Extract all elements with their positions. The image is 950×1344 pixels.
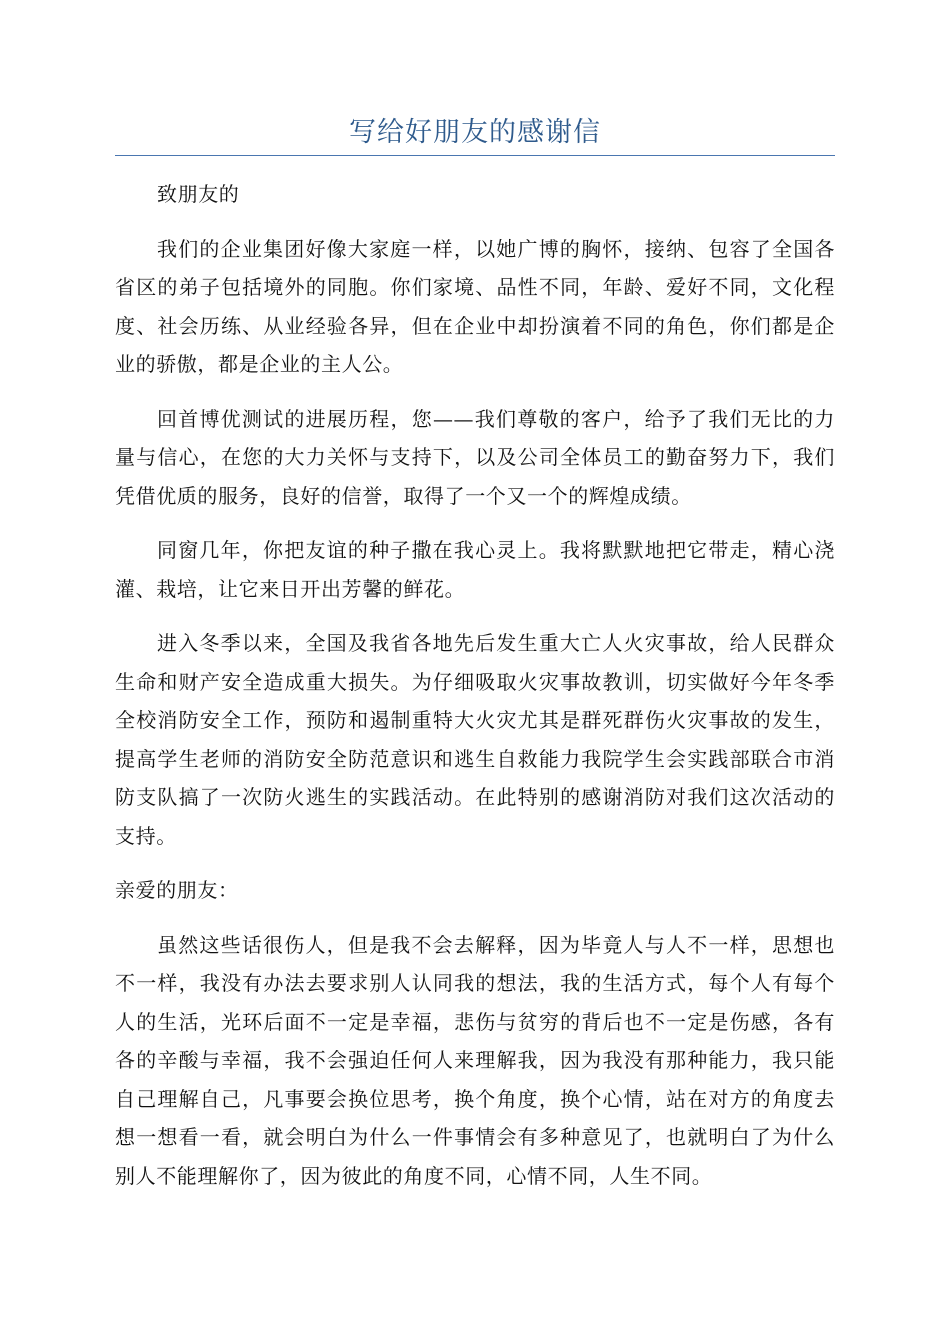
document-title: 写给好朋友的感谢信 <box>349 117 601 148</box>
document-body <box>115 175 835 1211</box>
paragraph-fire-safety: 进入冬季以来，全国及我省各地先后发生重大亡人火灾事故，给人民群众生命和财产安全造成重大损失。为仔细吸取火灾事故教训，切实做好今年冬季全校消防安全工作，预防和遏制重特大火灾尤其是群死群伤火灾事故的发生，提高学生老师的消防安全防范意识和逃生自救能力我院学生会实践部联合市消防支队搞了一次防火逃生的实践活动。在此特别的感谢消防对我们这次活动的支持。 <box>115 631 835 848</box>
paragraph-understanding: 虽然这些话很伤人，但是我不会去解释，因为毕竟人与人不一样，思想也不一样，我没有办法去要求别人认同我的想法，我的生活方式，每个人有每个人的生活，光环后面不一定是幸福，悲伤与贫穷的背后也不一定是伤感，各有各的辛酸与幸福，我不会强迫任何人来理解我，因为我没有那种能力，我只能自己理解自己，凡事要会换位思考，换个角度，换个心情，站在对方的角度去想一想看一看，就会明白为什么一件事情会有多种意见了，也就明白了为什么别人不能理解你了，因为彼此的角度不同，心情不同，人生不同。 <box>115 932 835 1188</box>
title-underline <box>115 155 835 156</box>
paragraph-classmates: 同窗几年，你把友谊的种子撒在我心灵上。我将默默地把它带走，精心浇灌、栽培，让它来日开出芳馨的鲜花。 <box>115 538 835 601</box>
paragraph-customers: 回首博优测试的进展历程，您——我们尊敬的客户，给予了我们无比的力量与信心，在您的大力关怀与支持下，以及公司全体员工的勤奋努力下，我们凭借优质的服务，良好的信誉，取得了一个又一个的辉煌成绩。 <box>115 406 835 508</box>
greeting: 亲爱的朋友： <box>115 878 239 902</box>
salutation: 致朋友的 <box>157 182 240 206</box>
paragraph-family: 我们的企业集团好像大家庭一样，以她广博的胸怀，接纳、包容了全国各省区的弟子包括境外的同胞。你们家境、品性不同，年龄、爱好不同，文化程度、社会历练、从业经验各异，但在企业中却扮演着不同的角色，你们都是企业的骄傲，都是企业的主人公。 <box>115 236 835 376</box>
